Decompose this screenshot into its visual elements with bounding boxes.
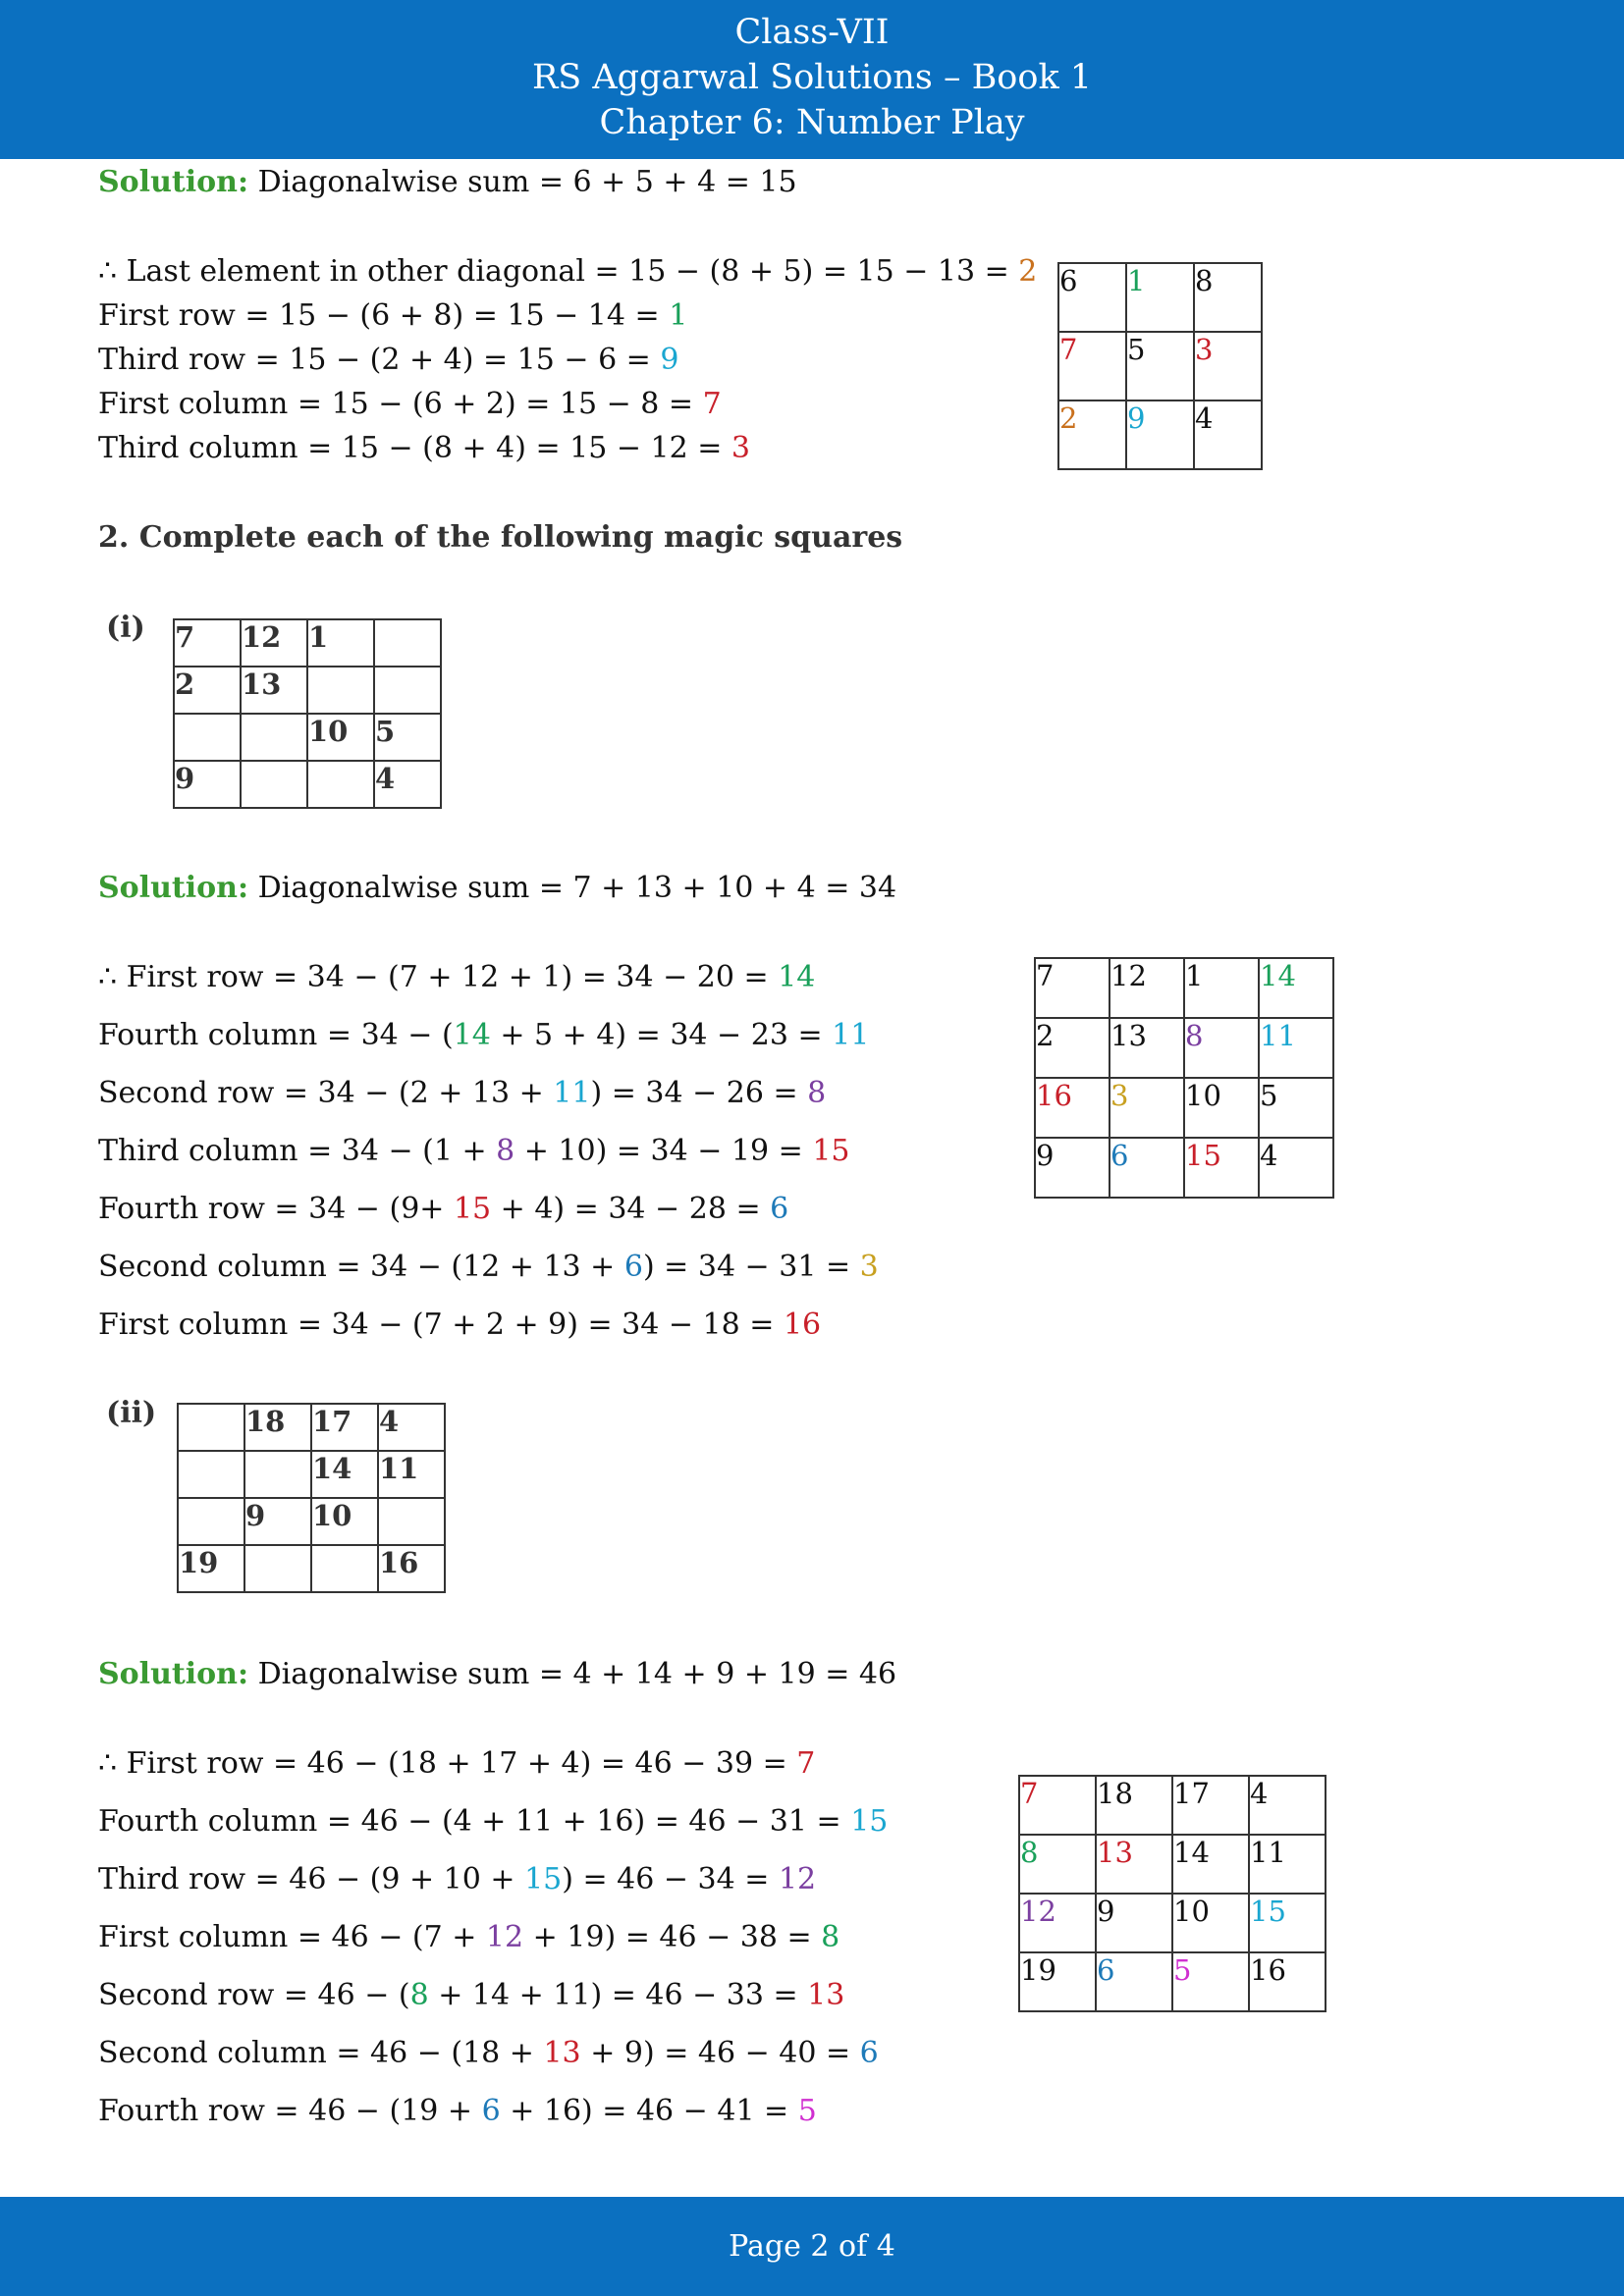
grid-cell: 3 xyxy=(1110,1078,1184,1138)
diagonal-sum: Diagonalwise sum = 7 + 13 + 10 + 4 = 34 xyxy=(248,871,897,905)
grid-cell: 14 xyxy=(1259,958,1333,1018)
solution-line-2 xyxy=(98,1657,896,1691)
grid-cell xyxy=(244,1545,311,1592)
grid-cell: 4 xyxy=(1259,1138,1333,1198)
step-text: Third column = 15 − (8 + 4) = 15 − 12 = xyxy=(98,431,731,465)
grid-cell xyxy=(241,761,307,808)
grid-cell: 10 xyxy=(1184,1078,1259,1138)
grid-cell xyxy=(178,1498,244,1545)
grid-cell: 4 xyxy=(378,1404,445,1451)
step-line: Fourth column = 46 − (4 + 11 + 16) = 46 − 31 = 15 xyxy=(98,1804,889,1839)
grid-cell: 18 xyxy=(1096,1776,1172,1835)
magic-square-solution-0 xyxy=(1057,262,1263,470)
step-result: 2 xyxy=(1018,254,1038,289)
grid-cell: 5 xyxy=(1259,1078,1333,1138)
solution-line-1 xyxy=(98,871,896,905)
grid-cell: 12 xyxy=(241,619,307,667)
grid-cell: 2 xyxy=(1035,1018,1110,1078)
step-line xyxy=(98,387,722,421)
grid-cell xyxy=(178,1404,244,1451)
grid-cell: 12 xyxy=(1019,1894,1096,1952)
grid-cell: 3 xyxy=(1194,332,1262,400)
step-result: 9 xyxy=(660,343,679,377)
question-heading: 2. Complete each of the following magic squares xyxy=(98,520,903,555)
grid-cell: 10 xyxy=(311,1498,378,1545)
magic-square-question-ii xyxy=(177,1403,446,1593)
grid-cell: 7 xyxy=(1019,1776,1096,1835)
grid-cell: 13 xyxy=(241,667,307,714)
step-result: 7 xyxy=(702,387,722,421)
grid-cell: 16 xyxy=(378,1545,445,1592)
step-text: ∴ Last element in other diagonal = 15 − (8 + 5) = 15 − 13 = xyxy=(98,254,1019,289)
grid-cell: 13 xyxy=(1110,1018,1184,1078)
grid-cell: 14 xyxy=(1172,1835,1249,1894)
step-result: 5 xyxy=(797,2094,817,2128)
part-label-ii: (ii) xyxy=(106,1396,157,1430)
grid-cell: 10 xyxy=(307,714,374,761)
magic-square-question-i xyxy=(173,618,442,809)
book-title: RS Aggarwal Solutions – Book 1 xyxy=(531,58,1093,97)
magic-square-solution-ii xyxy=(1018,1775,1326,2012)
step-line xyxy=(98,431,750,465)
grid-cell: 17 xyxy=(311,1404,378,1451)
page-footer xyxy=(0,2197,1624,2296)
step-line: Second row = 34 − (2 + 13 + 11) = 34 − 26 = 8 xyxy=(98,1076,827,1110)
step-text: First row = 15 − (6 + 8) = 15 − 14 = xyxy=(98,298,670,333)
step-line: Second column = 46 − (18 + 13 + 9) = 46 − 40 = 6 xyxy=(98,2036,879,2070)
grid-cell: 19 xyxy=(178,1545,244,1592)
grid-cell xyxy=(241,714,307,761)
step-result: 15 xyxy=(812,1134,850,1168)
grid-cell: 9 xyxy=(1035,1138,1110,1198)
grid-cell: 14 xyxy=(311,1451,378,1498)
step-result: 6 xyxy=(859,2036,879,2070)
grid-cell xyxy=(178,1451,244,1498)
step-line: Fourth row = 34 − (9+ 15 + 4) = 34 − 28 = 6 xyxy=(98,1192,789,1226)
class-title: Class-VII xyxy=(734,13,890,52)
grid-cell: 2 xyxy=(174,667,241,714)
grid-cell: 10 xyxy=(1172,1894,1249,1952)
solution-label: Solution: xyxy=(98,1657,249,1691)
step-line: Third column = 34 − (1 + 8 + 10) = 34 − 19 = 15 xyxy=(98,1134,850,1168)
grid-cell: 4 xyxy=(1249,1776,1326,1835)
step-line: First column = 34 − (7 + 2 + 9) = 34 − 18 = 16 xyxy=(98,1308,822,1342)
diagonal-sum: Diagonalwise sum = 6 + 5 + 4 = 15 xyxy=(248,165,797,199)
grid-cell: 11 xyxy=(378,1451,445,1498)
grid-cell: 4 xyxy=(374,761,441,808)
step-line: Second column = 34 − (12 + 13 + 6) = 34 − 31 = 3 xyxy=(98,1250,879,1284)
grid-cell: 2 xyxy=(1058,400,1126,469)
step-result: 15 xyxy=(850,1804,889,1839)
step-result: 7 xyxy=(796,1746,816,1781)
grid-cell: 17 xyxy=(1172,1776,1249,1835)
grid-cell: 13 xyxy=(1096,1835,1172,1894)
step-line: ∴ First row = 46 − (18 + 17 + 4) = 46 − 39 = 7 xyxy=(98,1746,816,1781)
step-text: First column = 15 − (6 + 2) = 15 − 8 = xyxy=(98,387,703,421)
grid-cell: 6 xyxy=(1110,1138,1184,1198)
grid-cell: 19 xyxy=(1019,1952,1096,2011)
grid-cell xyxy=(374,667,441,714)
grid-cell: 6 xyxy=(1096,1952,1172,2011)
grid-cell xyxy=(307,667,374,714)
grid-cell: 18 xyxy=(244,1404,311,1451)
grid-cell: 9 xyxy=(1126,400,1194,469)
grid-cell: 6 xyxy=(1058,263,1126,332)
step-result: 16 xyxy=(783,1308,822,1342)
grid-cell: 1 xyxy=(1184,958,1259,1018)
grid-cell: 11 xyxy=(1249,1835,1326,1894)
grid-cell: 9 xyxy=(1096,1894,1172,1952)
step-line xyxy=(98,254,1037,289)
magic-square-solution-i xyxy=(1034,957,1334,1199)
grid-cell: 8 xyxy=(1194,263,1262,332)
grid-cell: 11 xyxy=(1259,1018,1333,1078)
step-result: 8 xyxy=(821,1920,840,1954)
grid-cell xyxy=(244,1451,311,1498)
grid-cell: 9 xyxy=(244,1498,311,1545)
solution-label: Solution: xyxy=(98,165,249,199)
grid-cell: 15 xyxy=(1184,1138,1259,1198)
grid-cell: 7 xyxy=(174,619,241,667)
step-line: Fourth column = 34 − (14 + 5 + 4) = 34 − 23 = 11 xyxy=(98,1018,870,1052)
grid-cell: 12 xyxy=(1110,958,1184,1018)
step-line: First column = 46 − (7 + 12 + 19) = 46 − 38 = 8 xyxy=(98,1920,840,1954)
step-line xyxy=(98,343,678,377)
diagonal-sum: Diagonalwise sum = 4 + 14 + 9 + 19 = 46 xyxy=(248,1657,897,1691)
chapter-title: Chapter 6: Number Play xyxy=(599,103,1025,142)
grid-cell: 15 xyxy=(1249,1894,1326,1952)
solution-line-0 xyxy=(98,165,797,199)
grid-cell xyxy=(307,761,374,808)
grid-cell: 1 xyxy=(307,619,374,667)
step-result: 13 xyxy=(807,1978,845,2012)
step-result: 12 xyxy=(778,1862,817,1896)
step-result: 14 xyxy=(778,960,816,994)
step-result: 8 xyxy=(807,1076,827,1110)
step-line: Fourth row = 46 − (19 + 6 + 16) = 46 − 41 = 5 xyxy=(98,2094,817,2128)
grid-cell: 16 xyxy=(1249,1952,1326,2011)
grid-cell: 16 xyxy=(1035,1078,1110,1138)
step-result: 3 xyxy=(731,431,751,465)
step-result: 11 xyxy=(832,1018,870,1052)
step-result: 6 xyxy=(770,1192,789,1226)
grid-cell xyxy=(378,1498,445,1545)
page-number: Page 2 of 4 xyxy=(729,2229,895,2264)
grid-cell: 5 xyxy=(374,714,441,761)
grid-cell: 9 xyxy=(174,761,241,808)
grid-cell xyxy=(374,619,441,667)
grid-cell: 7 xyxy=(1058,332,1126,400)
grid-cell: 8 xyxy=(1019,1835,1096,1894)
grid-cell: 7 xyxy=(1035,958,1110,1018)
step-result: 3 xyxy=(859,1250,879,1284)
grid-cell: 5 xyxy=(1172,1952,1249,2011)
part-label-i: (i) xyxy=(106,611,145,645)
step-line: Third row = 46 − (9 + 10 + 15) = 46 − 34 = 12 xyxy=(98,1862,817,1896)
grid-cell: 5 xyxy=(1126,332,1194,400)
grid-cell xyxy=(174,714,241,761)
grid-cell: 8 xyxy=(1184,1018,1259,1078)
page-header xyxy=(0,0,1624,159)
step-text: Third row = 15 − (2 + 4) = 15 − 6 = xyxy=(98,343,661,377)
grid-cell: 1 xyxy=(1126,263,1194,332)
grid-cell xyxy=(311,1545,378,1592)
step-result: 1 xyxy=(669,298,688,333)
grid-cell: 4 xyxy=(1194,400,1262,469)
step-line xyxy=(98,298,687,333)
step-line: Second row = 46 − (8 + 14 + 11) = 46 − 33 = 13 xyxy=(98,1978,845,2012)
solution-label: Solution: xyxy=(98,871,249,905)
step-line: ∴ First row = 34 − (7 + 12 + 1) = 34 − 20 = 14 xyxy=(98,960,816,994)
